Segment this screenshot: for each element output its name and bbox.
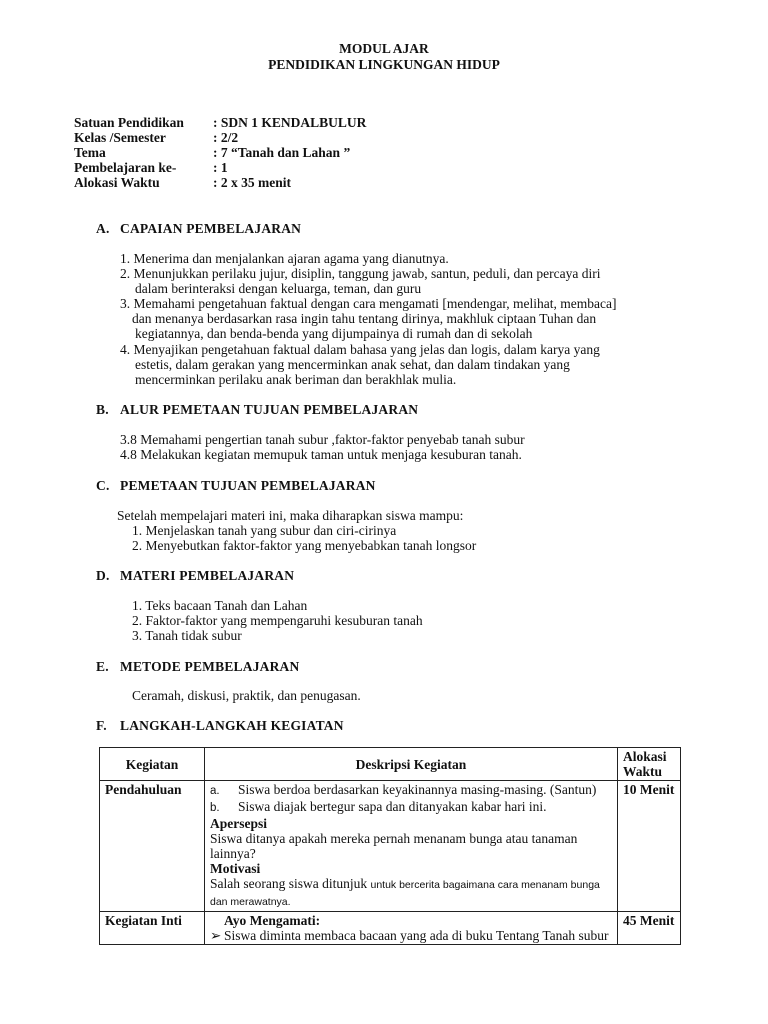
arrow-bullet-icon: ➢: [210, 928, 222, 943]
table-row: [100, 781, 681, 912]
identity-row: [74, 175, 291, 190]
identity-value: : 2/2: [213, 130, 239, 145]
ayo-mengamati-label: Ayo Mengamati:: [224, 913, 321, 928]
section-title: ALUR PEMETAAN TUJUAN PEMBELAJARAN: [120, 402, 419, 417]
section-letter: C.: [96, 478, 110, 493]
row-time-pendahuluan: 10 Menit: [618, 781, 681, 912]
row-label-inti: Kegiatan Inti: [100, 912, 205, 945]
header-deskripsi: Deskripsi Kegiatan: [205, 748, 618, 781]
section-heading-alur: [96, 402, 418, 418]
capaian-line: estetis, dalam gerakan yang mencerminkan anak sehat, dan dalam tindakan yang: [135, 357, 570, 372]
section-heading-capaian: [96, 221, 301, 237]
motivasi-text-a: Salah seorang siswa ditunjuk: [210, 876, 368, 891]
activity-table: [99, 747, 681, 945]
alur-line: 3.8 Memahami pengertian tanah subur ,faktor-faktor penyebab tanah subur: [120, 432, 525, 447]
section-letter: E.: [96, 659, 109, 674]
desc-bullet-item: [210, 928, 612, 943]
motivasi-label: Motivasi: [210, 861, 261, 876]
header-alokasi: Alokasi Waktu: [618, 748, 681, 781]
desc-text: Siswa berdoa berdasarkan keyakinannya masing-masing. (Santun): [238, 782, 597, 797]
identity-label: Tema: [74, 145, 106, 160]
identity-value: : 2 x 35 menit: [213, 175, 291, 190]
capaian-line: kegiatannya, dan benda-benda yang dijumpainya di rumah dan di sekolah: [135, 326, 533, 341]
tujuan-intro: Setelah mempelajari materi ini, maka diharapkan siswa mampu:: [117, 508, 464, 523]
header-kegiatan: Kegiatan: [100, 748, 205, 781]
alur-line: 4.8 Melakukan kegiatan memupuk taman untuk menjaga kesuburan tanah.: [120, 447, 522, 462]
metode-text: Ceramah, diskusi, praktik, dan penugasan.: [132, 688, 361, 703]
capaian-line: 3. Memahami pengetahuan faktual dengan cara mengamati [mendengar, melihat, membaca]: [120, 296, 617, 311]
materi-item: 1. Teks bacaan Tanah dan Lahan: [132, 598, 308, 613]
section-letter: D.: [96, 568, 110, 583]
desc-text: Siswa diminta membaca bacaan yang ada di buku Tentang Tanah subur: [224, 928, 609, 943]
identity-value: : 7 “Tanah dan Lahan ”: [213, 145, 351, 160]
section-heading-metode: [96, 659, 299, 675]
capaian-line: dalam berinteraksi dengan keluarga, teman, dan guru: [135, 281, 422, 296]
capaian-line: 2. Menunjukkan perilaku jujur, disiplin, tanggung jawab, santun, peduli, dan percaya diri: [120, 266, 601, 281]
document-title: MODUL AJAR: [339, 41, 429, 56]
tujuan-item: 1. Menjelaskan tanah yang subur dan ciri-cirinya: [132, 523, 397, 538]
identity-row: [74, 130, 238, 145]
capaian-line: 1. Menerima dan menjalankan ajaran agama yang dianutnya.: [120, 251, 449, 266]
section-title: METODE PEMBELAJARAN: [120, 659, 300, 674]
capaian-line: mencerminkan perilaku anak beriman dan berakhlak mulia.: [135, 372, 457, 387]
identity-row: [74, 115, 366, 130]
list-marker: a.: [210, 785, 220, 797]
identity-label: Pembelajaran ke-: [74, 160, 177, 175]
identity-label: Alokasi Waktu: [74, 175, 160, 190]
apersepsi-label: Apersepsi: [210, 816, 267, 831]
section-heading-langkah: [96, 718, 344, 734]
section-title: CAPAIAN PEMBELAJARAN: [120, 221, 302, 236]
materi-item: 2. Faktor-faktor yang mempengaruhi kesuburan tanah: [132, 613, 423, 628]
row-label-pendahuluan: Pendahuluan: [100, 781, 205, 912]
section-letter: B.: [96, 402, 109, 417]
tujuan-item: 2. Menyebutkan faktor-faktor yang menyebabkan tanah longsor: [132, 538, 477, 553]
document-subtitle: PENDIDIKAN LINGKUNGAN HIDUP: [268, 57, 500, 72]
list-marker: b.: [210, 802, 220, 814]
motivasi-text-b: untuk bercerita bagaimana cara menanam bunga dan merawatnya.: [210, 879, 600, 908]
section-letter: F.: [96, 718, 107, 733]
motivasi-text: [210, 876, 612, 910]
identity-label: Kelas /Semester: [74, 130, 166, 145]
capaian-line: 4. Menyajikan pengetahuan faktual dalam bahasa yang jelas dan logis, dalam karya yang: [120, 342, 600, 357]
identity-value: : 1: [213, 160, 228, 175]
section-heading-materi: [96, 568, 294, 584]
table-header-row: [100, 748, 681, 781]
section-heading-tujuan: [96, 478, 376, 494]
section-title: LANGKAH-LANGKAH KEGIATAN: [120, 718, 344, 733]
table-row: [100, 912, 681, 945]
row-desc-inti: [205, 912, 618, 945]
row-time-inti: 45 Menit: [618, 912, 681, 945]
row-desc-pendahuluan: [205, 781, 618, 912]
desc-item-b: [210, 799, 612, 816]
identity-row: [74, 145, 350, 160]
materi-item: 3. Tanah tidak subur: [132, 628, 242, 643]
identity-label: Satuan Pendidikan: [74, 115, 184, 130]
capaian-line: dan menanya berdasarkan rasa ingin tahu tentang dirinya, makhluk ciptaan Tuhan dan: [132, 311, 597, 326]
desc-text: Siswa diajak bertegur sapa dan ditanyakan kabar hari ini.: [238, 799, 547, 814]
apersepsi-text: Siswa ditanya apakah mereka pernah menanam bunga atau tanaman lainnya?: [210, 831, 578, 861]
identity-value: : SDN 1 KENDALBULUR: [213, 115, 367, 130]
section-title: PEMETAAN TUJUAN PEMBELAJARAN: [120, 478, 376, 493]
section-title: MATERI PEMBELAJARAN: [120, 568, 295, 583]
identity-row: [74, 160, 228, 175]
desc-item-a: [210, 782, 612, 799]
section-letter: A.: [96, 221, 110, 236]
